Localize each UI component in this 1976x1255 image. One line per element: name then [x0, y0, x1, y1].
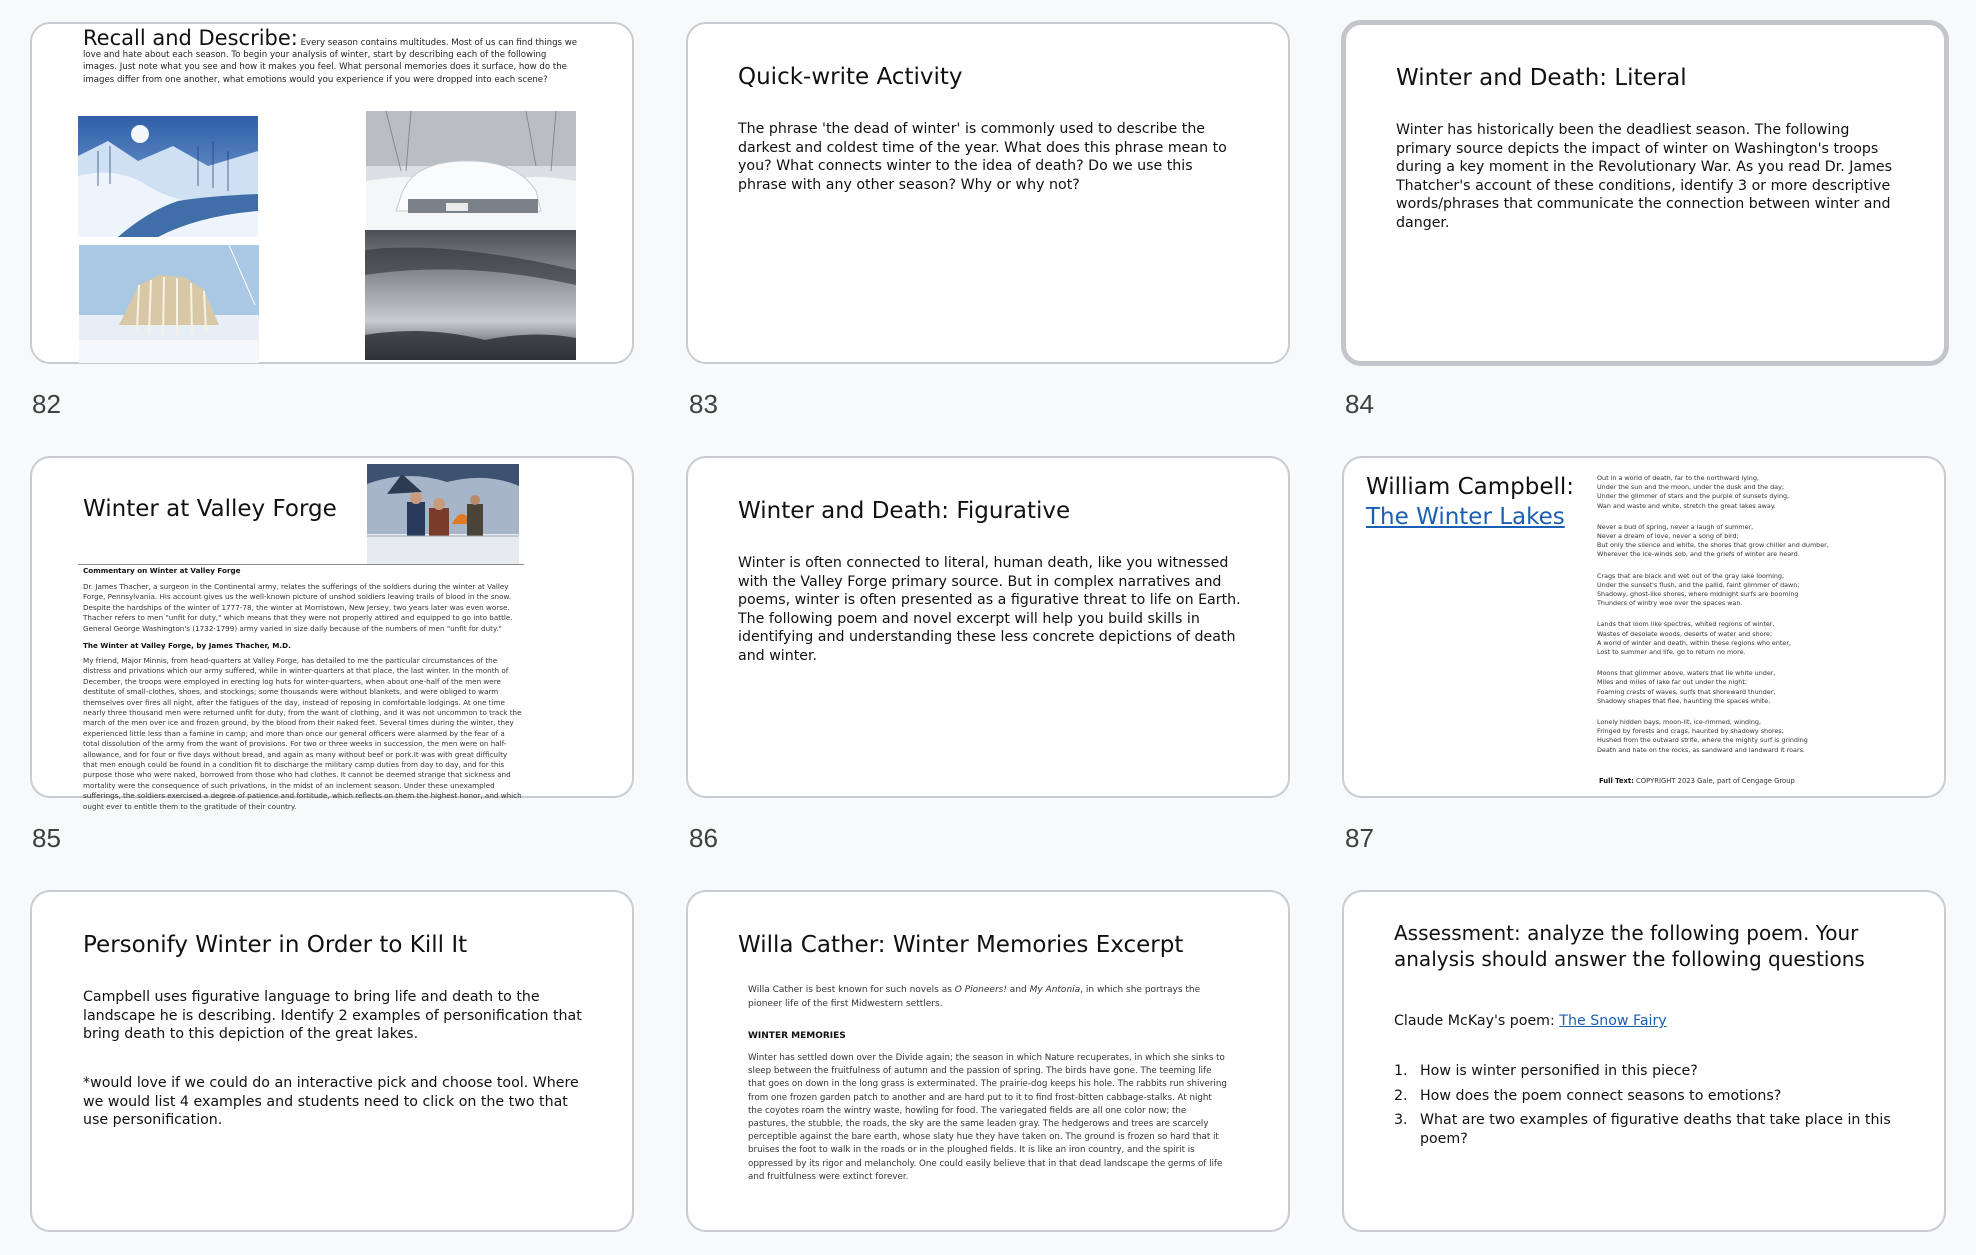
slide-number-82: 82	[32, 389, 61, 419]
slide-82-text	[83, 26, 583, 86]
slide-82-title: Recall and Describe:	[83, 26, 298, 50]
slide-number-83: 83	[689, 389, 718, 419]
slide-thumbnail-87[interactable]	[1342, 456, 1946, 798]
slide-number-87: 87	[1345, 823, 1374, 853]
slide-88-body-2: *would love if we could do an interactive pick and choose tool. Where we would list 4 examples and students need to click on the two that use personification.	[83, 1075, 579, 1129]
the-winter-lakes-link[interactable]: The Winter Lakes	[1366, 504, 1565, 530]
slide-82-body: Every season contains multitudes. Most of us can find things we love and hate about each season. To begin your analysis of winter, start by describing each of the following images. Just note what you see and how it makes you feel. What personal memories does it surface, how do the images differ from one another, what emotions would you experience if you were dropped into each scene?	[83, 38, 578, 85]
snowed-car-image	[366, 111, 576, 230]
slide-87-poem	[1597, 474, 1942, 767]
slide-88-title: Personify Winter in Order to Kill It	[83, 932, 468, 958]
frozen-pier-image	[79, 245, 259, 363]
valley-forge-painting-image	[367, 464, 519, 564]
assessment-question: 3. What are two examples of figurative deaths that take place in this poem?	[1412, 1111, 1905, 1148]
slide-85-divider	[78, 564, 524, 565]
slide-88-body-1: Campbell uses figurative language to bring life and death to the landscape he is describing. Identify 2 examples of personification that bring death to this depiction of the great lakes.	[83, 989, 582, 1043]
slide-90-poem-line: Claude McKay's poem: The Snow Fairy	[1394, 1013, 1667, 1029]
slide-thumbnail-86[interactable]	[686, 456, 1290, 798]
slide-85-title: Winter at Valley Forge	[83, 496, 337, 522]
slide-85-account: My friend, Major Minnis, from head-quarters at Valley Forge, has detailed to me the particular circumstances of the distress and privations which our army suffered, while in winter-quarters at that place, the last winter. In the month of December, the troops were employed in erecting log huts for winter-quarters, when about one-half of the men were destitute of small-clothes, shoes, and stockings; some thousands were without blankets, and were obliged to warm themselves over fires all night, after the fatigues of the day, instead of reposing in comfortable lodgings. At one time nearly three thousand men were returned unfit for duty, from the want of clothing, and it was not uncommon to track the march of the men over ice and frozen ground, by the blood from their naked feet. Several times during the winter, they experienced little less than a famine in camp; and more than once our general officers were alarmed by the fear of a total dissolution of the army from the want of provisions. For two or three weeks in succession, the men were on half-allowance, and for four or five days without bread, and again as many without beef or pork.It was with great difficulty that men enough could be found in a condition fit to discharge the military camp duties from day to day, and for this purpose those who were naked, borrowed from those who had clothes. It cannot be deemed strange that sickness and mortality were the consequence of such privations, in the midst of an inclement season. Under these unexampled sufferings, the soldiers exercised a degree of patience and fortitude, which reflects on them the highest honor, and which ought ever to entitle them to the gratitude of their country.	[83, 656, 522, 811]
poem-stanza: Out in a world of death, far to the northward lying, Under the sun and the moon, under the dusk and the day; Under the glimmer of stars and the purple of sunsets dying, Wan and waste and white, stretch the great lakes away.	[1597, 474, 1790, 510]
slide-number-85: 85	[32, 823, 61, 853]
slide-90-title: Assessment: analyze the following poem. Your analysis should answer the following questions	[1394, 921, 1865, 971]
winter-river-image	[78, 116, 258, 237]
poem-stanza: Crags that are black and wet out of the gray lake looming, Under the sunset's flush, and the pallid, faint glimmer of dawn; Shadowy, ghost-like shores, where midnight surfs are booming Thunders of wintry woe over the spaces wan.	[1597, 571, 1800, 608]
slide-89-intro: Willa Cather is best known for such novels as O Pioneers! and My Antonia, in which she portrays the pioneer life of the first Midwestern settlers.	[748, 985, 1201, 1009]
slide-thumbnail-88[interactable]	[30, 890, 634, 1232]
slide-89-title: Willa Cather: Winter Memories Excerpt	[738, 932, 1184, 958]
slide-86-title: Winter and Death: Figurative	[738, 498, 1071, 524]
the-snow-fairy-link[interactable]: The Snow Fairy	[1559, 1013, 1667, 1029]
slide-85-commentary: Dr. James Thacher, a surgeon in the Continental army, relates the sufferings of the soldiers during the winter at Valley Forge, Pennsylvania. His account gives us the well-known picture of unshod soldiers leaving trails of blood in the snow. Despite the hardships of the winter of 1777-78, the winter at Morristown, New Jersey, two years later was even worse. Thacher refers to men "unfit for duty," which means that they were not properly attired and equipped to go into battle. General George Washington's (1732-1799) army varied in size daily because of the numbers of men "unfit for duty."	[83, 582, 513, 633]
slide-85-heading-2: The Winter at Valley Forge, by James Thacher, M.D.	[83, 641, 291, 650]
slide-87-link-wrap	[1366, 504, 1565, 530]
slide-thumbnail-82[interactable]	[30, 22, 634, 364]
assessment-question: 1. How is winter personified in this piece?	[1412, 1062, 1905, 1081]
slide-87-title: William Campbell:	[1366, 474, 1575, 500]
poem-stanza: Moons that glimmer above, waters that lie white under, Miles and miles of lake far out under the night; Foaming crests of waves, surfs that shoreward thunder, Shadowy shapes that flee, haunting the spaces white.	[1597, 669, 1776, 705]
slide-86-body: Winter is often connected to literal, human death, like you witnessed with the Valley Forge primary source. But in complex narratives and poems, winter is often presented as a figurative threat to life on Earth. The following poem and novel excerpt will help you build skills in identifying and understanding these less concrete depictions of death and winter.	[738, 555, 1241, 664]
slide-thumbnail-84[interactable]	[1341, 20, 1949, 366]
slide-84-title: Winter and Death: Literal	[1396, 65, 1687, 91]
slide-83-title: Quick-write Activity	[738, 64, 963, 90]
assessment-question: 2. How does the poem connect seasons to emotions?	[1412, 1087, 1905, 1106]
poem-stanza: Lands that loom like spectres, whited regions of winter, Wastes of desolate woods, deserts of water and shore; A world of winter and death, within these regions who enter, Lost to summer and life, go to return no more.	[1597, 620, 1792, 657]
slide-89-excerpt: Winter has settled down over the Divide again; the season in which Nature recuperates, in which she sinks to sleep between the fruitfulness of autumn and the passion of spring. The birds have gone. The teeming life that goes on down in the long grass is exterminated. The prairie-dog keeps his hole. The rabbits run shivering from one frozen garden patch to another and are hard put to it to find frost-bitten cabbage-stalks. At night the coyotes roam the wintry waste, howling for food. The variegated fields are all one color now; the pastures, the stubble, the roads, the sky are the same leaden gray. The hedgerows and trees are scarcely perceptible against the bare earth, whose slaty hue they have taken on. The ground is frozen so hard that it bruises the foot to walk in the roads or in the ploughed fields. It is like an iron country, and the spirit is oppressed by its rigor and melancholy. One could easily believe that in that dead landscape the germs of life and fruitfulness were extinct forever.	[748, 1053, 1227, 1182]
slide-thumbnail-83[interactable]	[686, 22, 1290, 364]
slide-thumbnail-89[interactable]	[686, 890, 1290, 1232]
slide-84-body: Winter has historically been the deadliest season. The following primary source depicts the impact of winter on Washington's troops during a key moment in the Revolutionary War. As you read Dr. James Thatcher's account of these conditions, identify 3 or more descriptive words/phrases that communicate the connection between winter and danger.	[1396, 122, 1893, 231]
slide-thumbnail-85[interactable]	[30, 456, 634, 811]
poem-stanza: Lonely hidden bays, moon-lit, ice-rimmed, winding, Fringed by forests and crags, haunted by shadowy shores; Hushed from the outward strife, where the mighty surf is grinding Death and hate on the rocks, as sandward and landward it roars.	[1597, 718, 1808, 754]
slide-thumbnail-90[interactable]	[1342, 890, 1946, 1232]
poem-stanza: Never a bud of spring, never a laugh of summer, Never a dream of love, never a song of bird; But only the silence and white, the shores that grow chiller and dumber, Wherever the ice-winds sob, and the griefs of winter are heard.	[1597, 522, 1829, 559]
slide-85-heading-1: Commentary on Winter at Valley Forge	[83, 566, 241, 575]
slide-89-heading: WINTER MEMORIES	[748, 1031, 846, 1041]
slide-number-86: 86	[689, 823, 718, 853]
slide-number-84: 84	[1345, 389, 1374, 419]
slide-90-questions	[1390, 1062, 1905, 1154]
slide-87-credit: Full Text: COPYRIGHT 2023 Gale, part of Cengage Group	[1599, 777, 1795, 785]
foggy-valley-image	[365, 230, 576, 360]
slide-83-body: The phrase 'the dead of winter' is commonly used to describe the darkest and coldest time of the year. What does this phrase mean to you? What connects winter to the idea of death? Do we use this phrase with any other season? Why or why not?	[738, 121, 1227, 193]
